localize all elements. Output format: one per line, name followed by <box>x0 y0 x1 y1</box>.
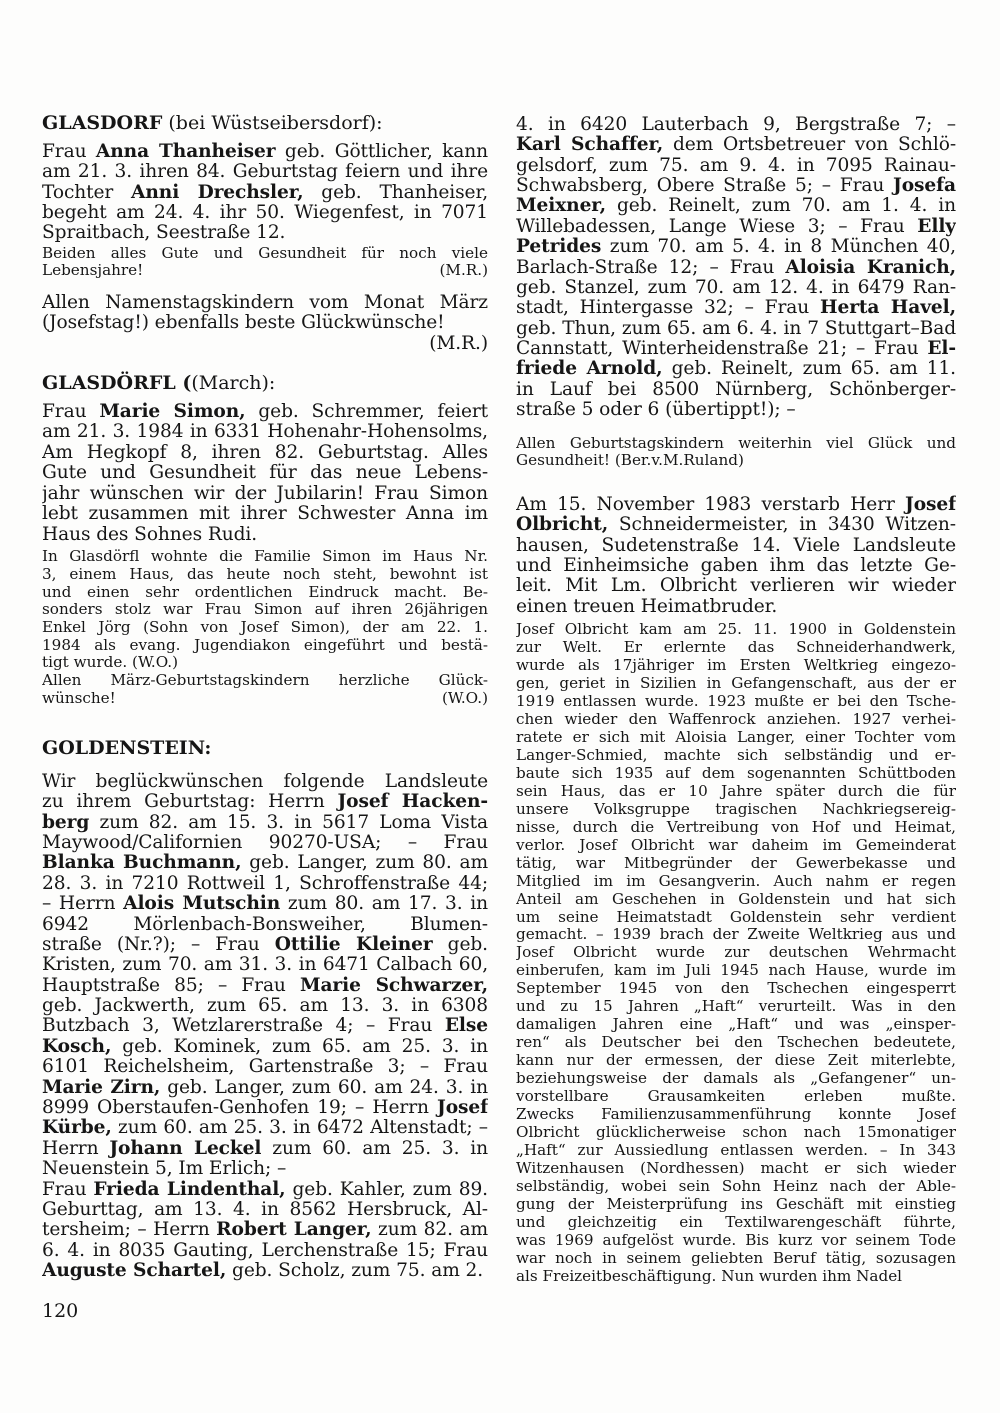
text-run: tätig, war Mitbegründer der Gewerbekasse und <box>516 854 956 872</box>
text-line <box>42 672 488 690</box>
text-run: dem Ortsbetreuer von Schlö- <box>663 135 956 156</box>
text-line <box>42 1139 488 1159</box>
text-run: zur Welt. Er erlernte das Schneiderhandwerk, <box>516 638 956 656</box>
text-run: zum 60. am 25. 3. in 6472 Altenstadt; – <box>111 1118 488 1139</box>
text-run: geb. Schremmer, feiert <box>245 401 488 422</box>
text-run: Spraitbach, Seestraße 12. <box>42 223 286 244</box>
bold-name: friede Arnold, <box>516 359 663 380</box>
text-run: Frau <box>42 141 96 162</box>
bold-name: GLASDORF <box>42 112 163 134</box>
text-line <box>516 196 956 216</box>
paragraph <box>42 772 488 1282</box>
text-line <box>42 1078 488 1098</box>
text-line <box>516 783 956 801</box>
text-run: zu ihrem Geburtstag: Herrn <box>42 792 338 813</box>
text-line <box>516 998 956 1016</box>
text-run: Enkel Jörg (Sohn von Josef Simon), der am 22. 1. <box>42 618 488 636</box>
bold-name: Meixner, <box>516 196 607 217</box>
text-line <box>516 359 956 379</box>
text-run: einberufen, kam im Juli 1945 nach Hause, wurde im <box>516 962 956 980</box>
text-line <box>42 223 488 243</box>
text-line <box>42 853 488 873</box>
text-line <box>42 443 488 464</box>
bold-name: Kürbe, <box>42 1118 112 1139</box>
text-run: geb. Reinelt, zum 70. am 1. 4. in <box>616 196 956 217</box>
text-run: am 21. 3. 1984 in 6331 Hohenahr-Hohensolms, <box>42 422 488 443</box>
text-run: und gleichzeitig ein Textilwarengeschäft führte, <box>516 1213 956 1231</box>
text-line <box>42 772 488 792</box>
text-line <box>516 1250 956 1268</box>
text-line <box>42 894 488 914</box>
text-run: Herrn <box>42 1138 110 1159</box>
text-run: 6942 Mörlenbach-Bonsweiher, Blumen- <box>42 914 488 935</box>
text-line <box>516 711 956 729</box>
text-run: Cannstatt, Winterheidenstraße 21; – Frau <box>516 339 928 360</box>
text-line <box>516 115 956 135</box>
text-run: gen, geriet in Sizilien in Gefangenschaft, aus der er <box>516 674 956 692</box>
text-run: Olbricht glücklicherweise schon nach 15monatiger <box>516 1124 956 1142</box>
text-line <box>42 334 488 355</box>
text-line <box>516 693 956 711</box>
text-line <box>516 855 956 873</box>
text-line <box>516 1160 956 1178</box>
text-run: straße (Nr.?); – Frau <box>42 934 275 955</box>
text-line <box>42 1016 488 1036</box>
text-run: damaligen Jahren eine „Haft“ und was „einsper- <box>516 1016 956 1034</box>
paragraph <box>42 293 488 355</box>
text-line <box>42 245 488 262</box>
text-run: einen treuen Heimatbruder. <box>516 596 778 617</box>
text-run: geb. <box>432 934 488 955</box>
bold-name: berg <box>42 812 90 833</box>
text-line <box>42 736 488 760</box>
bold-name: Elly <box>917 216 956 237</box>
text-line <box>516 1214 956 1232</box>
text-run: lebt zusammen mit ihrer Schwester Anna im <box>42 504 488 525</box>
text-line <box>516 621 956 639</box>
text-run: geb. Langer, zum 80. am <box>241 853 488 874</box>
text-line <box>42 955 488 975</box>
text-run: Maywood/Californien 90270-USA; – Frau <box>42 832 488 853</box>
text-line <box>516 1232 956 1250</box>
text-line <box>516 765 956 783</box>
text-line <box>42 162 488 182</box>
text-run: was 1969 aufgelöst wurde. Bis kurz vor seinem Tode <box>516 1231 956 1249</box>
text-run: nisse, durch die Vertreibung von Hof und Heimat, <box>516 818 956 836</box>
bold-name: Herta Havel, <box>820 298 956 319</box>
text-run: Zwecks Familienzusammenführung konnte Josef <box>516 1106 956 1124</box>
text-run: geb. Kominek, zum 65. am 25. 3. in <box>111 1036 488 1057</box>
text-run: zum 80. am 17. 3. in <box>280 894 488 915</box>
text-line <box>42 976 488 996</box>
section-heading-glasdoerfl <box>42 371 488 395</box>
text-run: zum 82. am <box>371 1220 488 1241</box>
text-run: Frau <box>42 401 100 422</box>
text-line <box>42 525 488 546</box>
text-run: als Freizeitbeschäftigung. Nun wurden ihm Nadel <box>516 1267 903 1285</box>
text-line <box>42 1261 488 1281</box>
text-line <box>42 1220 488 1240</box>
text-run: Willebadessen, Lange Wiese 3; – Frau <box>516 216 918 237</box>
bold-name: Else <box>444 1016 488 1037</box>
text-line <box>42 142 488 162</box>
bold-name: El- <box>927 339 956 360</box>
text-line <box>42 262 488 279</box>
text-line <box>516 747 956 765</box>
text-line <box>516 515 956 535</box>
text-run: geb. Scholz, zum 75. am 2. <box>226 1261 484 1282</box>
text-run: Gute und Gesundheit für das neue Lebens- <box>42 463 488 484</box>
text-run: um seine Heimatstadt Goldenstein sehr verdient <box>516 908 956 926</box>
text-line <box>516 156 956 176</box>
text-line <box>516 639 956 657</box>
text-line <box>516 891 956 909</box>
text-run: 6101 Reichelsheim, Gartenstraße 3; – Frau <box>42 1057 488 1078</box>
text-line <box>516 1034 956 1052</box>
text-run: und einen sehr ordentlichen Eindruck macht. Be- <box>42 583 488 601</box>
text-line <box>42 813 488 833</box>
text-run: Butzbach 3, Wetzlarerstraße 4; – Frau <box>42 1016 445 1037</box>
text-run: Allen März-Geburtstagskindern herzliche Glück- <box>42 671 488 689</box>
text-run: Schwabsberg, Obere Straße 5; – Frau <box>516 175 894 196</box>
text-run: verlor. Josef Olbricht war daheim im Gemeinderat <box>516 836 956 854</box>
text-run: sein Haus, das er 10 Jahre später durch die für <box>516 782 956 800</box>
text-run: Langer-Schmied, machte sich selbständig und er- <box>516 746 956 764</box>
text-line <box>42 371 488 395</box>
text-line <box>516 217 956 237</box>
text-run: (bei Wüstseibersdorf): <box>162 112 383 134</box>
text-run: stadt, Hintergasse 32; – Frau <box>516 298 821 319</box>
text-run: begeht am 24. 4. ihr 50. Wiegenfest, in 7071 <box>42 202 488 223</box>
text-line <box>42 484 488 505</box>
bold-name: GLASDÖRFL ( <box>42 372 192 394</box>
text-line <box>42 1159 488 1179</box>
text-line <box>516 400 956 420</box>
text-line <box>516 298 956 318</box>
text-line <box>42 874 488 894</box>
text-line <box>516 339 956 359</box>
text-line <box>516 135 956 155</box>
note-paragraph <box>42 548 488 707</box>
text-line <box>42 1241 488 1261</box>
text-line <box>516 452 956 469</box>
obituary-paragraph <box>516 495 956 617</box>
text-run: 28. 3. in 7210 Rottweil 1, Schroffenstraße 44; <box>42 873 488 894</box>
text-run: geb. Reinelt, zum 65. am 11. <box>671 359 956 380</box>
text-line <box>42 293 488 314</box>
paragraph <box>42 402 488 546</box>
text-line <box>516 1106 956 1124</box>
text-run: Neuenstein 5, Im Erlich; – <box>42 1159 287 1180</box>
text-line <box>42 619 488 637</box>
text-run: geb. Kahler, zum 89. <box>285 1179 488 1200</box>
note-paragraph <box>42 245 488 279</box>
text-run: leit. Mit Lm. Olbricht verlieren wir wieder <box>516 576 956 597</box>
text-line <box>42 792 488 812</box>
author-initials: (M.R.) <box>439 261 488 279</box>
text-line <box>516 556 956 576</box>
text-run: Anteil am Geschehen in Goldenstein und hat sich <box>516 890 956 908</box>
text-run: war noch in seinem geliebten Beruf tätig, sozusagen <box>516 1249 956 1267</box>
text-line <box>42 313 488 334</box>
text-run: Tochter <box>42 182 132 203</box>
text-run: zum 82. am 15. 3. in 5617 Loma Vista <box>99 812 488 833</box>
text-run: Haus des Sohnes Rudi. <box>42 524 258 545</box>
text-run: Mitglied im im Gesangverin. Auch nahm er regen <box>516 872 956 890</box>
text-run: am 21. 3. ihren 84. Geburtstag feiern und ihre <box>42 162 488 183</box>
text-run: gelsdorf, zum 75. am 9. 4. in 7095 Rainau- <box>516 155 956 176</box>
text-line <box>42 1037 488 1057</box>
text-run: baute sich 1935 auf dem sogenannten Schüttboden <box>516 764 956 782</box>
text-run: geb. Göttlicher, kann <box>275 141 488 162</box>
text-run: 8999 Oberstaufen-Genhofen 19; – Herrn <box>42 1098 437 1119</box>
text-line <box>516 909 956 927</box>
text-line <box>516 380 956 400</box>
text-line <box>516 1052 956 1070</box>
text-run: zum 70. am 5. 4. in 8 München 40, <box>601 237 956 258</box>
text-line <box>42 935 488 955</box>
text-line <box>516 729 956 747</box>
text-line <box>516 801 956 819</box>
text-run: – Herrn <box>42 894 124 915</box>
text-line <box>42 1180 488 1200</box>
text-run: Frau <box>42 1179 94 1200</box>
text-run: Hauptstraße 85; – Frau <box>42 975 300 996</box>
text-line <box>516 962 956 980</box>
text-line <box>516 1088 956 1106</box>
text-run: In Glasdörfl wohnte die Familie Simon im Haus Nr. <box>42 548 488 566</box>
text-line <box>42 566 488 584</box>
text-run: Barlach-Straße 12; – Frau <box>516 257 786 278</box>
bold-name: Kosch, <box>42 1036 112 1057</box>
text-run: wünsche! <box>42 689 116 707</box>
text-line <box>516 675 956 693</box>
bold-name: Petrides <box>516 237 602 258</box>
text-line <box>516 576 956 596</box>
text-line <box>42 584 488 602</box>
text-run: Beiden alles Gute und Gesundheit für noch viele <box>42 244 488 262</box>
text-run: ratete er sich mit Aloisia Langer, einer Tochter vom <box>516 728 956 746</box>
bold-name: Aloisia Kranich, <box>785 257 956 278</box>
bold-name: Marie Zirn, <box>42 1077 161 1098</box>
bold-name: Anna Thanheiser <box>95 141 276 162</box>
text-line <box>516 1268 956 1286</box>
text-line <box>42 915 488 935</box>
text-line <box>42 1118 488 1138</box>
bold-name: Josef <box>905 494 956 515</box>
text-line <box>42 111 488 135</box>
text-line <box>516 258 956 278</box>
text-line <box>516 657 956 675</box>
text-run: wurde als 17jähriger im Ersten Weltkrieg eingezo- <box>516 656 956 674</box>
text-run: kann nur der ermessen, der diese Zeit miterlebte, <box>516 1052 956 1070</box>
bold-name: Alois Mutschin <box>123 894 281 915</box>
text-run: Kristen, zum 70. am 31. 3. in 6471 Calbach 60, <box>42 955 488 976</box>
text-run: zum 60. am 25. 3. in <box>272 1138 488 1159</box>
text-line <box>516 435 956 452</box>
text-run: Allen Geburtstagskindern weiterhin viel Glück und <box>516 434 956 452</box>
text-run: und Einheimsiche gaben ihm das letzte Ge- <box>516 555 956 576</box>
text-run: Wir beglückwünschen folgende Landsleute <box>42 771 488 792</box>
text-run: straße 5 oder 6 (übertippt!); – <box>516 400 796 421</box>
text-line <box>42 463 488 484</box>
text-run: selbständig, wobei sein Sohn Heinz nach der Able- <box>516 1178 956 1196</box>
text-line <box>42 601 488 619</box>
text-line <box>516 536 956 556</box>
text-run: geb. Thanheiser, <box>303 182 488 203</box>
text-run: sonders stolz war Frau Simon auf ihren 26jährigen <box>42 601 488 619</box>
text-run: tigt wurde. (W.O.) <box>42 654 179 672</box>
section-heading-glasdorf <box>42 111 488 135</box>
text-line <box>42 422 488 443</box>
text-run: (March): <box>191 372 276 394</box>
text-run: ren“ als Deutscher bei den Tschechen bedeutete, <box>516 1034 956 1052</box>
bold-name: Josefa <box>893 175 956 196</box>
text-run: hausen, Sudetenstraße 14. Viele Landsleute <box>516 535 956 556</box>
bold-name: Karl Schaffer, <box>516 135 664 156</box>
text-run: jahr wünschen wir der Jubilarin! Frau Simon <box>42 483 488 504</box>
bold-name: Blanka Buchmann, <box>42 853 242 874</box>
text-run: vorstellbare Grausamkeiten erleben mußte. <box>516 1088 956 1106</box>
text-run: Am 15. November 1983 verstarb Herr <box>516 494 905 515</box>
bold-name: GOLDENSTEIN: <box>42 737 212 759</box>
text-run: 1919 entlassen wurde. 1923 mußte er bei den Tsche- <box>516 692 956 710</box>
text-run: Allen Namenstagskindern vom Monat März <box>42 292 488 313</box>
text-line <box>42 1057 488 1077</box>
text-run: 3, einem Haus, das heute noch steht, bewohnt ist <box>42 565 488 583</box>
text-line <box>42 402 488 423</box>
text-run: 4. in 6420 Lauterbach 9, Bergstraße 7; – <box>516 114 956 135</box>
text-run: geb. Stanzel, zum 70. am 12. 4. in 6479 Ran- <box>516 277 956 298</box>
author-initials: (W.O.) <box>441 689 488 707</box>
text-line <box>516 319 956 339</box>
text-run: geb. Langer, zum 60. am 24. 3. in <box>160 1077 488 1098</box>
bold-name: Robert Langer, <box>216 1220 372 1241</box>
paragraph <box>42 142 488 244</box>
text-run: „Haft“ zur Aussiedlung entlassen werden. – In 343 <box>516 1142 956 1160</box>
text-line <box>516 944 956 962</box>
text-line <box>42 1200 488 1220</box>
text-run: Lebensjahre! <box>42 261 144 279</box>
text-run: Witzenhausen (Nordhessen) macht er sich wieder <box>516 1160 956 1178</box>
text-run: beziehungsweise der damals als „Gefangener“ un- <box>516 1070 956 1088</box>
text-run: gung der Meisterprüfung ins Geschäft mit einstieg <box>516 1196 956 1213</box>
bold-name: Auguste Schartel, <box>42 1261 227 1282</box>
text-line <box>42 504 488 525</box>
text-line <box>516 1142 956 1160</box>
text-run: 1984 als evang. Jugendiakon eingeführt und bestä- <box>42 636 488 654</box>
text-run: 6. 4. in 8035 Gauting, Lerchenstraße 15; Frau <box>42 1240 488 1261</box>
text-line <box>516 278 956 298</box>
text-run: geb. Thun, zum 65. am 6. 4. in 7 Stuttgart–Bad <box>516 318 956 339</box>
text-line <box>42 833 488 853</box>
text-line <box>516 926 956 944</box>
text-line <box>516 873 956 891</box>
text-line <box>516 1070 956 1088</box>
bold-name: Johann Leckel <box>109 1138 262 1159</box>
bold-name: Ottilie Kleiner <box>274 934 433 955</box>
page-number: 120 <box>42 1300 79 1322</box>
text-run: Geburttag, am 13. 4. in 8562 Hersbruck, Al- <box>42 1200 488 1220</box>
text-run: Schneidermeister, in 3430 Witzen- <box>608 515 956 536</box>
text-run: September 1945 von den Tschechen eingesperrt <box>516 980 956 998</box>
bold-name: Frieda Lindenthal, <box>93 1179 286 1200</box>
bold-name: Marie Schwarzer, <box>300 975 488 996</box>
section-heading-goldenstein <box>42 736 488 760</box>
text-line <box>516 1178 956 1196</box>
text-line <box>516 237 956 257</box>
text-run: Josef Olbricht wurde zur deutschen Wehrmacht <box>516 944 956 962</box>
text-run: Am Hegkopf 8, ihren 82. Geburtstag. Alles <box>42 442 488 463</box>
note-paragraph <box>516 435 956 469</box>
text-line <box>516 597 956 617</box>
text-line <box>516 1124 956 1142</box>
text-run: unsere Volksgruppe tragischen Nachkriegsereig- <box>516 800 956 818</box>
text-run: Josef Olbricht kam am 25. 11. 1900 in Goldenstein <box>516 621 956 638</box>
text-line <box>42 690 488 708</box>
text-line <box>516 1016 956 1034</box>
text-line <box>42 548 488 566</box>
text-line <box>42 183 488 203</box>
text-run: in Lauf bei 8500 Nürnberg, Schönberger- <box>516 379 956 400</box>
text-run: Gesundheit! (Ber.v.M.Ruland) <box>516 451 744 469</box>
text-run: (Josefstag!) ebenfalls beste Glückwünsche! <box>42 313 445 334</box>
text-line <box>42 637 488 655</box>
text-line <box>42 996 488 1016</box>
text-line <box>516 176 956 196</box>
text-line <box>516 980 956 998</box>
bold-name: Josef Hacken- <box>337 792 488 813</box>
obituary-text <box>516 621 956 1286</box>
text-line <box>42 654 488 672</box>
bold-name: Anni Drechsler, <box>131 182 304 203</box>
text-line <box>516 837 956 855</box>
text-run: geb. Jackwerth, zum 65. am 13. 3. in 6308 <box>42 996 488 1017</box>
bold-name: Olbricht, <box>516 515 609 536</box>
text-line <box>516 1196 956 1214</box>
text-line <box>42 203 488 223</box>
bold-name: Marie Simon, <box>99 401 246 422</box>
bold-name: Josef <box>437 1098 488 1119</box>
text-line <box>516 495 956 515</box>
author-initials: (M.R.) <box>429 334 488 355</box>
text-run: und zu 15 Jahren „Haft“ verurteilt. Was in den <box>516 998 956 1016</box>
text-line <box>42 1098 488 1118</box>
text-line <box>516 819 956 837</box>
paragraph <box>516 115 956 421</box>
text-run: tersheim; – Herrn <box>42 1220 217 1241</box>
text-run: chen wieder den Waffenrock anziehen. 1927 verhei- <box>516 710 956 728</box>
text-run: gemacht. – 1939 brach der Zweite Weltkrieg aus und <box>516 926 956 944</box>
